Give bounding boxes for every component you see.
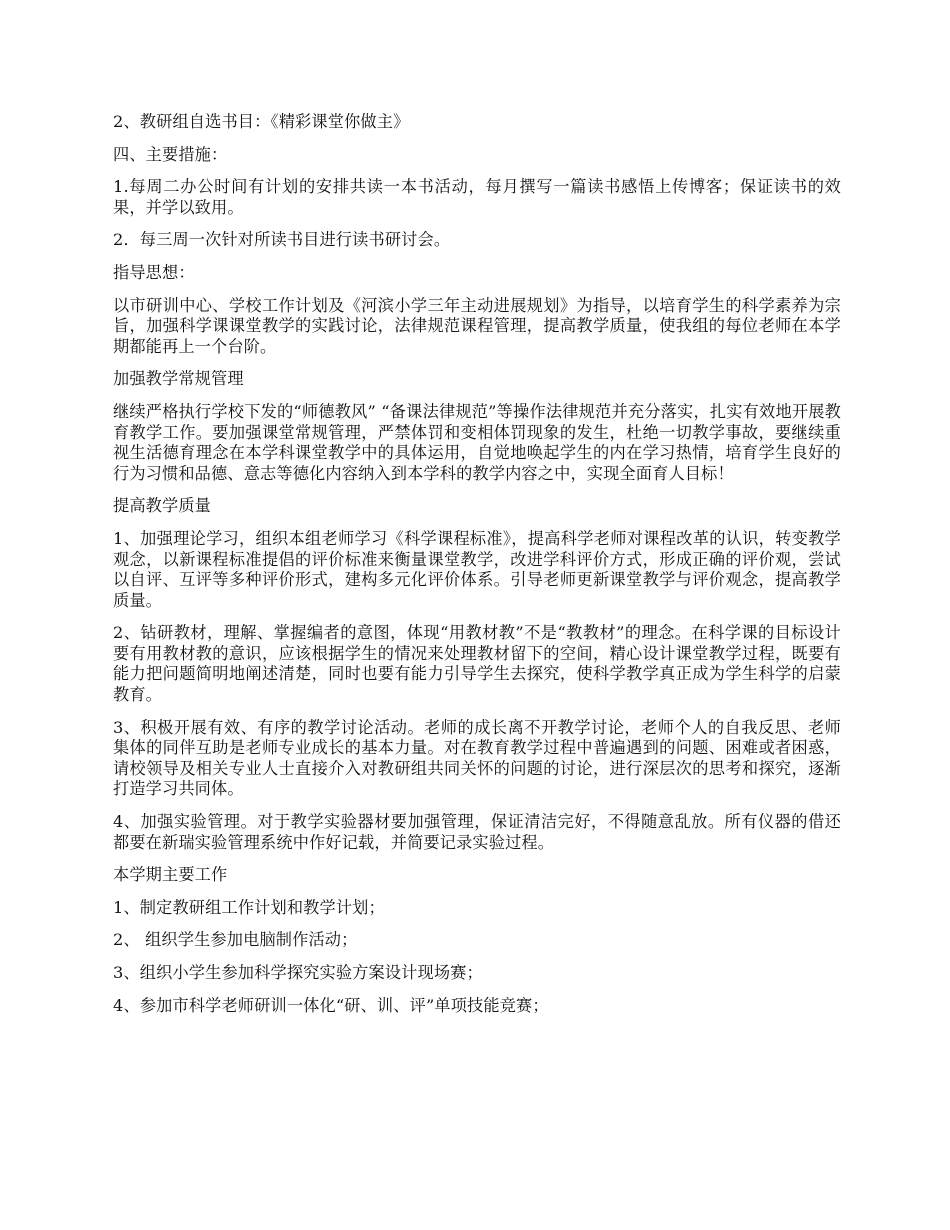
paragraph-routine-management: 继续严格执行学校下发的“师德教风” “备课法律规范”等操作法律规范并充分落实，扎实有效地开展教育教学工作。要加强课堂常规管理，严禁体罚和变相体罚现象的发生，杜绝一切教学事故，要继续重视生活德育理念在本学科课堂教学中的具体运用，自觉地唤起学生的内在学习热情，培育学生良好的行为习惯和品德、意志等德化内容纳入到本学科的教学内容之中，实现全面育人目标！ — [113, 401, 841, 483]
paragraph-lab-management: 4、加强实验管理。对于教学实验器材要加强管理，保证清洁完好，不得随意乱放。所有仪器的借还都要在新瑞实验管理系统中作好记载，并简要记录实验过程。 — [113, 812, 841, 852]
heading-routine-management: 加强教学常规管理 — [113, 369, 244, 389]
paragraph-weekly-reading: 1.每周二办公时间有计划的安排共读一本书活动，每月撰写一篇读书感悟上传博客；保证读书的效果，并学以致用。 — [113, 177, 841, 217]
paragraph-book-title: 2、教研组自选书目：《精彩课堂你做主》 — [113, 112, 410, 131]
heading-teaching-quality: 提高教学质量 — [113, 496, 212, 516]
paragraph-theory-study: 1、加强理论学习，组织本组老师学习《科学课程标准》，提高科学老师对课程改革的认识，转变教学观念，以新课程标准提倡的评价标准来衡量课堂教学，改进学科评价方式，形成正确的评价观，尝试以自评、互评等多种评价形式，建构多元化评价体系。引导老师更新课堂教学与评价观念，提高教学质量。 — [113, 528, 841, 610]
heading-main-measures: 四、主要措施： — [113, 144, 228, 164]
paragraph-teaching-discussion: 3、积极开展有效、有序的教学讨论活动。老师的成长离不开教学讨论，老师个人的自我反思、老师集体的同伴互助是老师专业成长的基本力量。对在教育教学过程中普遍遇到的问题、困难或者困惑，请校领导及相关专业人士直接介入对教研组共同关怀的问题的讨论，进行深层次的思考和探究，逐渐打造学习共同体。 — [113, 717, 841, 799]
document-page — [113, 112, 841, 1028]
heading-main-work: 本学期主要工作 — [113, 865, 228, 885]
list-item-work-plan: 1、制定教研组工作计划和教学计划； — [113, 897, 385, 917]
list-item-computer-activity: 2、 组织学生参加电脑制作活动； — [113, 930, 358, 950]
paragraph-guiding-ideology: 以市研训中心、学校工作计划及《河滨小学三年主动进展规划》为指导，以培育学生的科学素养为宗旨，加强科学课课堂教学的实践讨论，法律规范课程管理，提高教学质量，使我组的每位老师在本学期都能再上一个台阶。 — [113, 295, 841, 356]
heading-guiding-ideology: 指导思想： — [113, 262, 195, 282]
paragraph-textbook-study: 2、钻研教材，理解、掌握编者的意图，体现“用教材教”不是“教教材”的理念。在科学课的目标设计要有用教材教的意识，应该根据学生的情况来处理教材留下的空间，精心设计课堂教学过程，既要有能力把问题简明地阐述清楚，同时也要有能力引导学生去探究，使科学教学真正成为学生科学的启蒙教育。 — [113, 623, 841, 705]
paragraph-reading-seminar: 2．每三周一次针对所读书目进行读书研讨会。 — [113, 230, 451, 250]
list-item-science-contest: 3、组织小学生参加科学探究实验方案设计现场赛； — [113, 963, 483, 982]
list-item-skills-competition: 4、参加市科学老师研训一体化“研、训、评”单项技能竞赛； — [113, 995, 549, 1015]
